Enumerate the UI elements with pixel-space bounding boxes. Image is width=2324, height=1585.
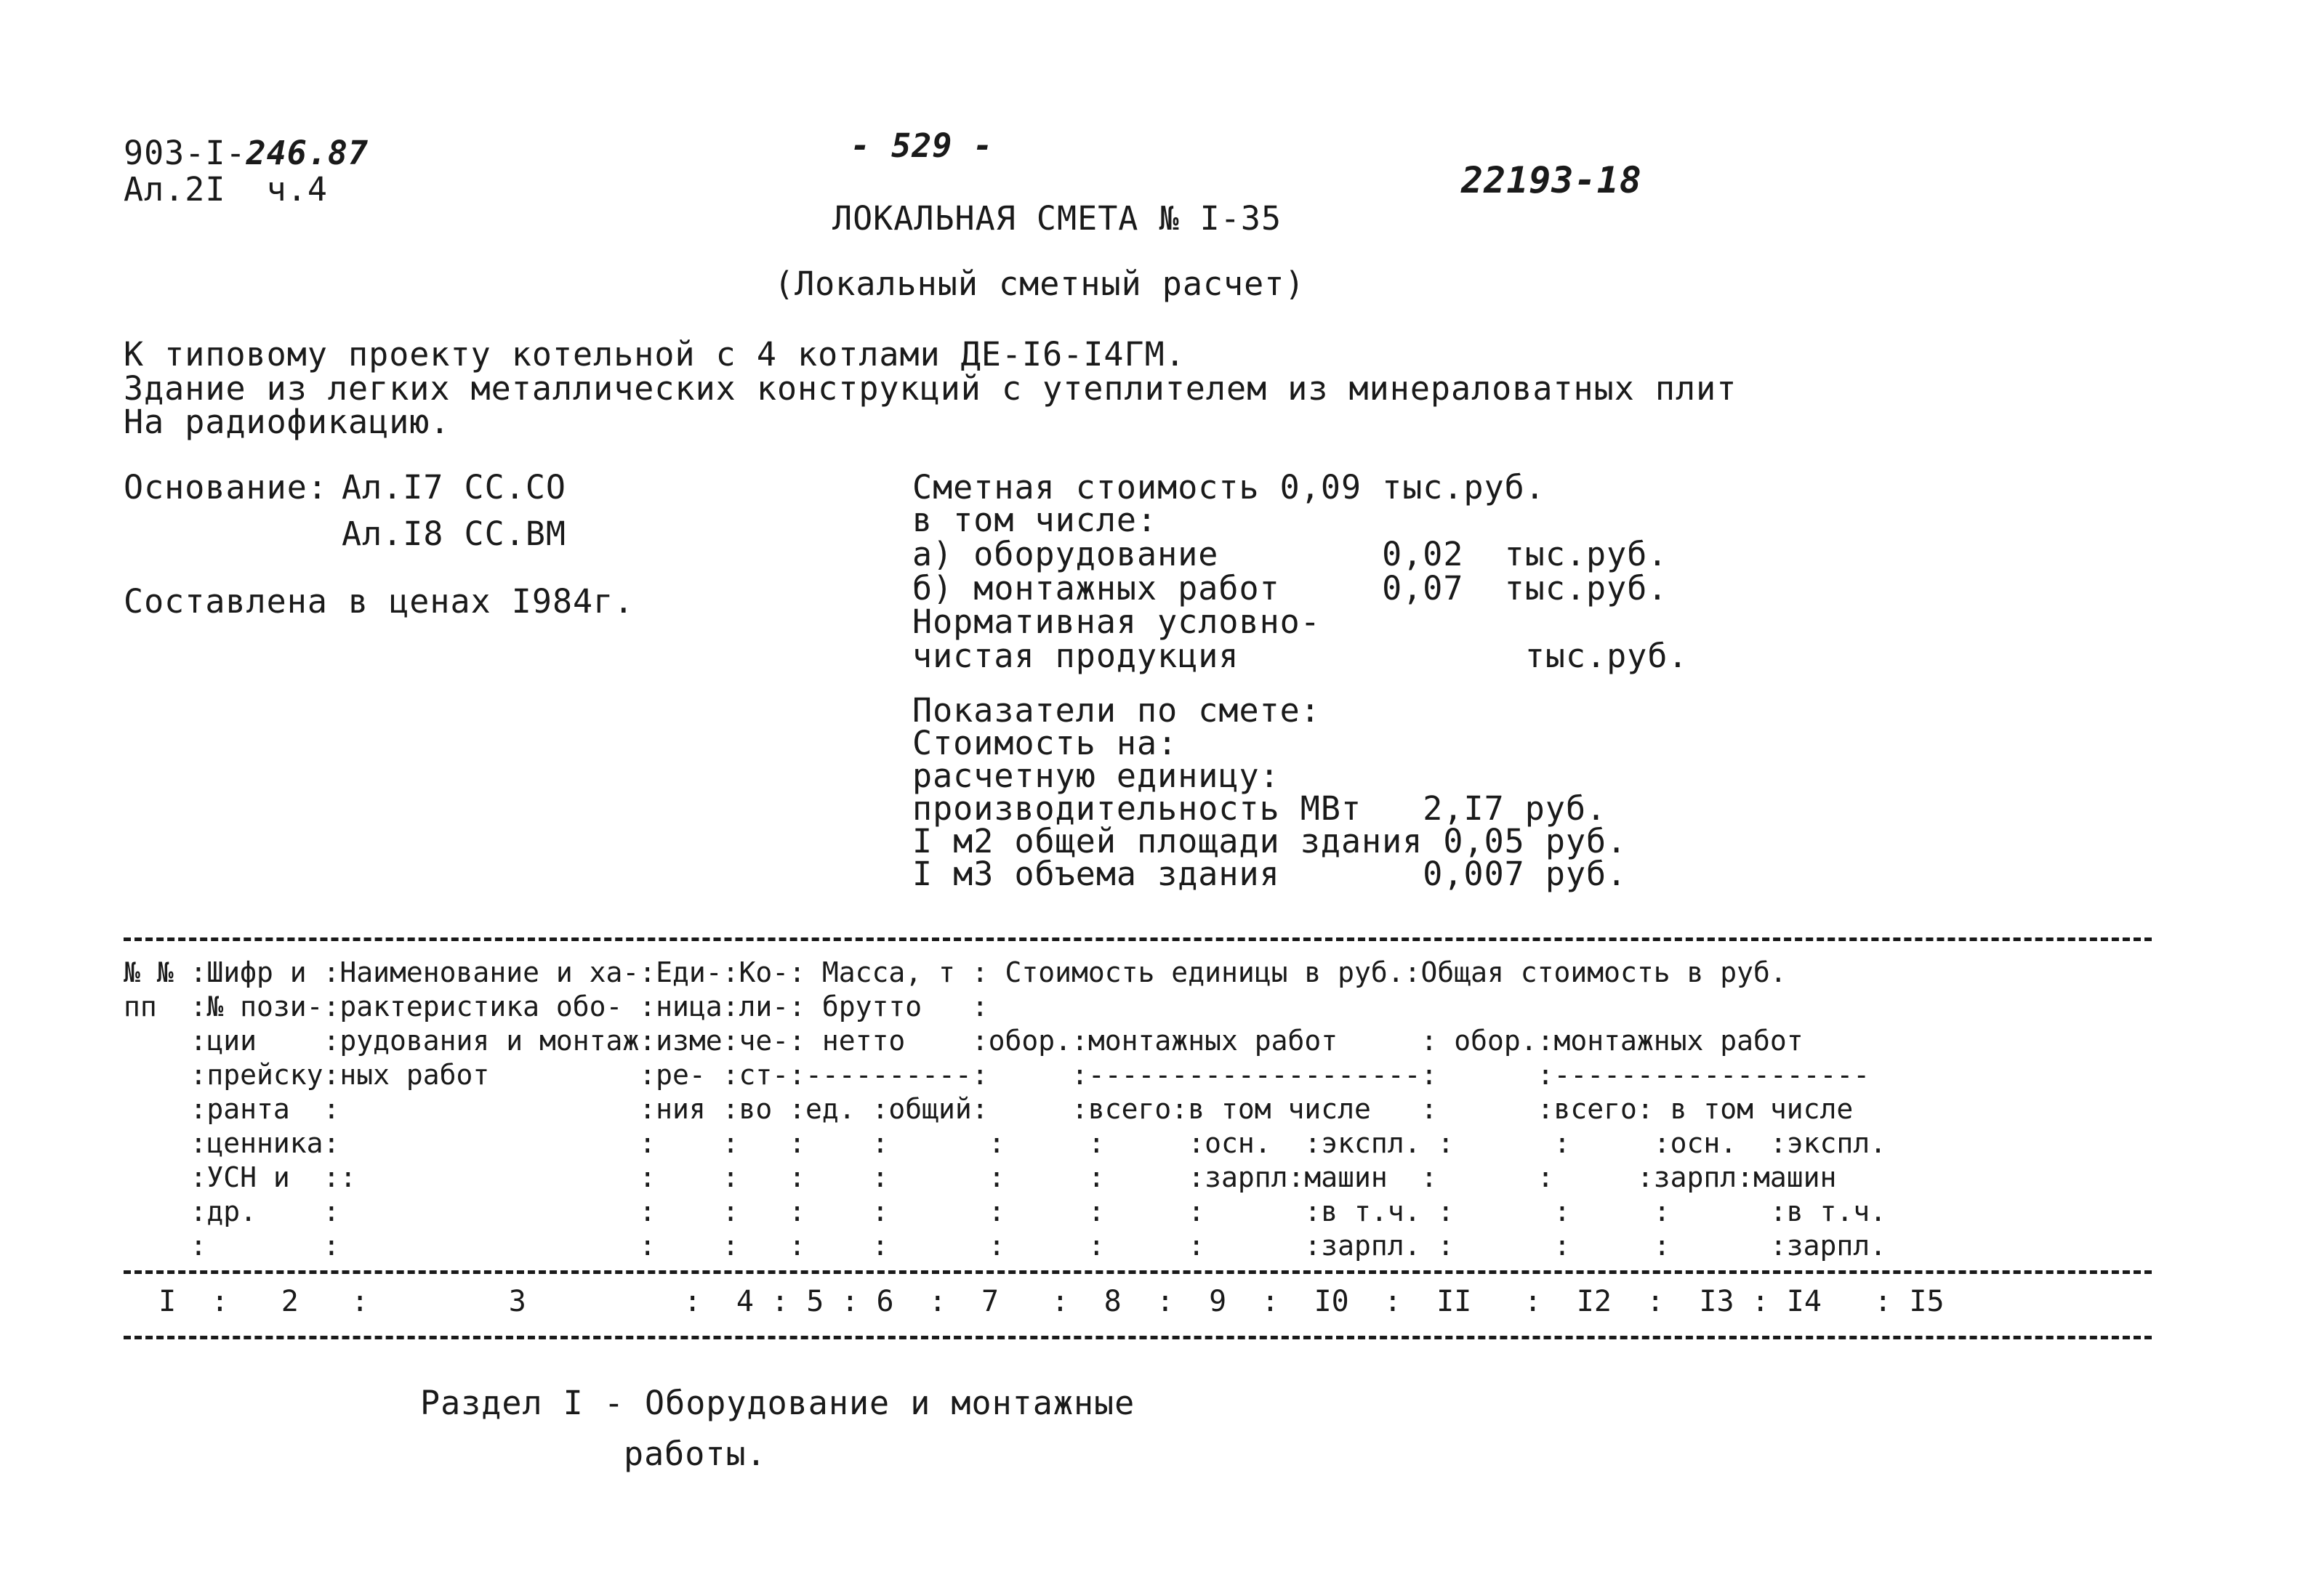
column-numbers-top-rule — [124, 1270, 2152, 1274]
table-header-row: № № :Шифр и :Наименование и ха-:Еди-:Ко-: Масса, т : Стоимость единицы в руб.:Общая стоимость в руб. — [124, 956, 1787, 988]
table-header-row: : : : : : : : : : :зарпл. : : : :зарпл. — [124, 1230, 1887, 1262]
cost-line: б) монтажных работ 0,07 тыс.руб. — [912, 569, 1668, 608]
basis-label: Основание: — [124, 468, 328, 507]
page-number: - 529 - — [851, 126, 994, 165]
table-top-rule — [124, 937, 2152, 941]
column-numbers-row: I : 2 : 3 : 4 : 5 : 6 : 7 : 8 : 9 : I0 : II : I2 : I3 : I4 : I5 — [124, 1285, 1945, 1318]
cost-line: Нормативная условно- — [912, 602, 1321, 641]
cost-line: чистая продукция тыс.руб. — [912, 637, 1689, 675]
indicator-line: I м2 общей площади здания 0,05 руб. — [912, 822, 1628, 860]
project-line: К типовому проекту котельной с 4 котлами ДЕ-I6-I4ГМ. — [124, 335, 1186, 374]
project-line: На радиофикацию. — [124, 403, 451, 441]
section-title-line: Раздел I - Оборудование и монтажные — [420, 1384, 1135, 1422]
basis-line: Ал.I8 СС.ВМ — [342, 515, 567, 553]
document-subtitle: (Локальный сметный расчет) — [774, 265, 1306, 303]
column-numbers-bottom-rule — [124, 1336, 2152, 1339]
document-code — [124, 134, 369, 172]
table-header-row: :ценника: : : : : : : :осн. :экспл. : : :осн. :экспл. — [124, 1127, 1887, 1159]
indicator-line: расчетную единицу: — [912, 757, 1280, 795]
album-part: Ал.2I ч.4 — [124, 170, 328, 209]
indicator-line: I м3 объема здания 0,007 руб. — [912, 855, 1628, 893]
table-header-row: :прейску:ных работ :ре- :ст-:----------: :--------------------: :------------------- — [124, 1059, 1870, 1091]
table-header-row: :ранта : :ния :во :ед. :общий: :всего:в том числе : :всего: в том числе — [124, 1093, 1854, 1125]
document-title: ЛОКАЛЬНАЯ СМЕТА № I-35 — [832, 199, 1282, 238]
basis-line: Ал.I7 СС.СО — [342, 468, 567, 507]
project-line: Здание из легких металлических конструкций с утеплителем из минераловатных плит — [124, 369, 1737, 408]
prices-note: Составлена в ценах I984г. — [124, 582, 635, 621]
document-code-printed: 903-I- — [124, 134, 246, 172]
indicator-line: Показатели по смете: — [912, 691, 1321, 730]
indicator-line: Стоимость на: — [912, 724, 1178, 762]
table-header-row: :УСН и :: : : : : : : :зарпл:машин : : :зарпл:машин — [124, 1161, 1837, 1193]
table-header-row: пп :№ пози-:рактеристика обо- :ница:ли-: брутто : — [124, 991, 989, 1023]
table-header-row: :ции :рудования и монтаж:изме:че-: нетто :обор.:монтажных работ : обор.:монтажных работ — [124, 1025, 1804, 1057]
cost-line: Сметная стоимость 0,09 тыс.руб. — [912, 468, 1545, 507]
cost-line: в том числе: — [912, 501, 1158, 539]
section-title-line: работы. — [624, 1435, 767, 1473]
document-code-handwritten: 246.87 — [246, 134, 369, 172]
cost-line: а) оборудование 0,02 тыс.руб. — [912, 535, 1668, 573]
table-header-row: :др. : : : : : : : : :в т.ч. : : : :в т.ч. — [124, 1195, 1887, 1227]
inventory-number: 22193-18 — [1461, 159, 1642, 201]
indicator-line: производительность МВт 2,I7 руб. — [912, 789, 1607, 828]
